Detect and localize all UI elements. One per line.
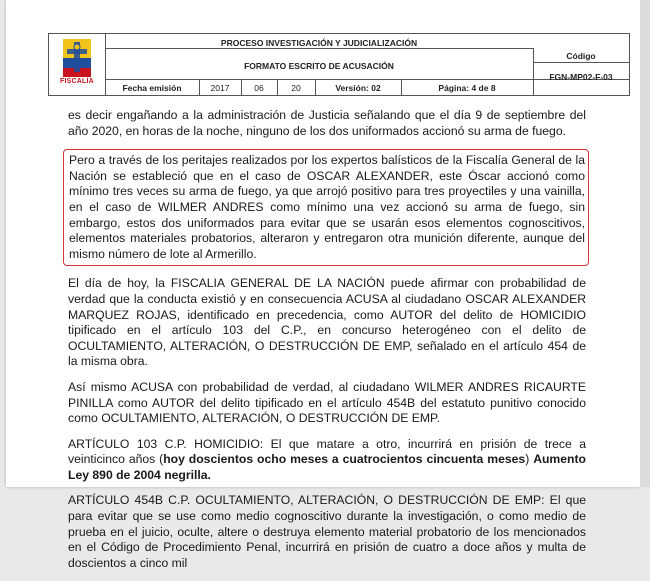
paragraph-5	[68, 437, 586, 484]
document-page	[6, 0, 640, 570]
document-header	[48, 33, 630, 96]
fecha-year: 2017	[210, 83, 230, 93]
fecha-emision-label: Fecha emisión	[122, 83, 182, 93]
document-body	[68, 108, 586, 581]
paragraph-6: ARTÍCULO 454B C.P. OCULTAMIENTO, ALTERACIÓN, O DESTRUCCIÓN DE EMP: El que para evitar que se use como medio cognoscitivo durante la investigación, o como medio de prueba en el juicio, oculte, altere o destruya elemento material probatorio de los mencionados en el Código de Procedimiento Penal, incurrirá en prisión de cuatro a doce años y multa de doscientos a cinco mil	[68, 493, 586, 570]
article-103-bold-months: hoy doscientos ocho meses a cuatrocientos cincuenta meses	[163, 452, 526, 467]
fiscalia-emblem-icon	[63, 39, 91, 77]
document-title: FORMATO ESCRITO DE ACUSACIÓN	[244, 61, 394, 71]
article-103-close: )	[525, 452, 534, 467]
viewer-edge	[640, 0, 650, 487]
version-label: Versión: 02	[335, 83, 381, 93]
article-103-bold-law: Aumento Ley 890 de 2004 negrilla.	[68, 452, 586, 482]
paragraph-2: Pero a través de los peritajes realizados por los expertos balísticos de la Fiscalía General de la Nación se estableció que en el caso de OSCAR ALEXANDER, este Óscar accionó como mínimo tres veces su arma de fuego, ya que arrojó positivo para tres proyectiles y una vainilla, en el caso de WILMER ANDRES como mínimo una vez accionó su arma de fuego, sin embargo, estos dos uniformados para evitar que se usarán esos elementos cognoscitivos, elementos materiales probatorios, alteraron y entregaron otra munición diferente, aunque del mismo número de lote al Armerillo.	[69, 153, 585, 261]
paragraph-3: El día de hoy, la FISCALIA GENERAL DE LA NACIÓN puede afirmar con probabilidad de verdad que la conducta existió y en consecuencia ACUSA al ciudadano OSCAR ALEXANDER MARQUEZ ROJAS, identificado en precedencia, como AUTOR del delito de HOMICIDIO tipificado en el artículo 103 del C.P., en concurso heterogéneo con el delito de OCULTAMIENTO, ALTERACIÓN, O DESTRUCCIÓN DE EMP, señalado en el artículo 454 de la misma obra.	[68, 276, 586, 369]
fecha-day: 20	[291, 83, 301, 93]
pagina-label: Página: 4 de 8	[438, 83, 496, 93]
fiscalia-logo	[49, 34, 106, 95]
fecha-month: 06	[254, 83, 264, 93]
highlighted-paragraph-box	[63, 149, 589, 266]
logo-text: FISCALÍA	[60, 78, 94, 85]
process-title: PROCESO INVESTIGACIÓN Y JUDICIALIZACIÓN	[220, 38, 418, 48]
paragraph-4: Así mismo ACUSA con probabilidad de verdad, al ciudadano WILMER ANDRES RICAURTE PINILLA como AUTOR del delito tipificado en el artículo 454B del estatuto punitivo conocido como OCULTAMIENTO, ALTERACIÓN, O DESTRUCCIÓN DE EMP.	[68, 379, 586, 426]
codigo-label: Código	[566, 51, 596, 61]
article-103-text: ARTÍCULO 103 C.P. HOMICIDIO: El que matare a otro, incurrirá en prisión de trece a veinticinco años (	[68, 436, 586, 467]
codigo-value: FGN-MP02-F-03	[549, 72, 613, 82]
paragraph-1: es decir engañando a la administración de Justicia señalando que el día 9 de septiembre del año 2020, en horas de la noche, ninguno de los dos uniformados accionó su arma de fuego.	[68, 108, 586, 138]
